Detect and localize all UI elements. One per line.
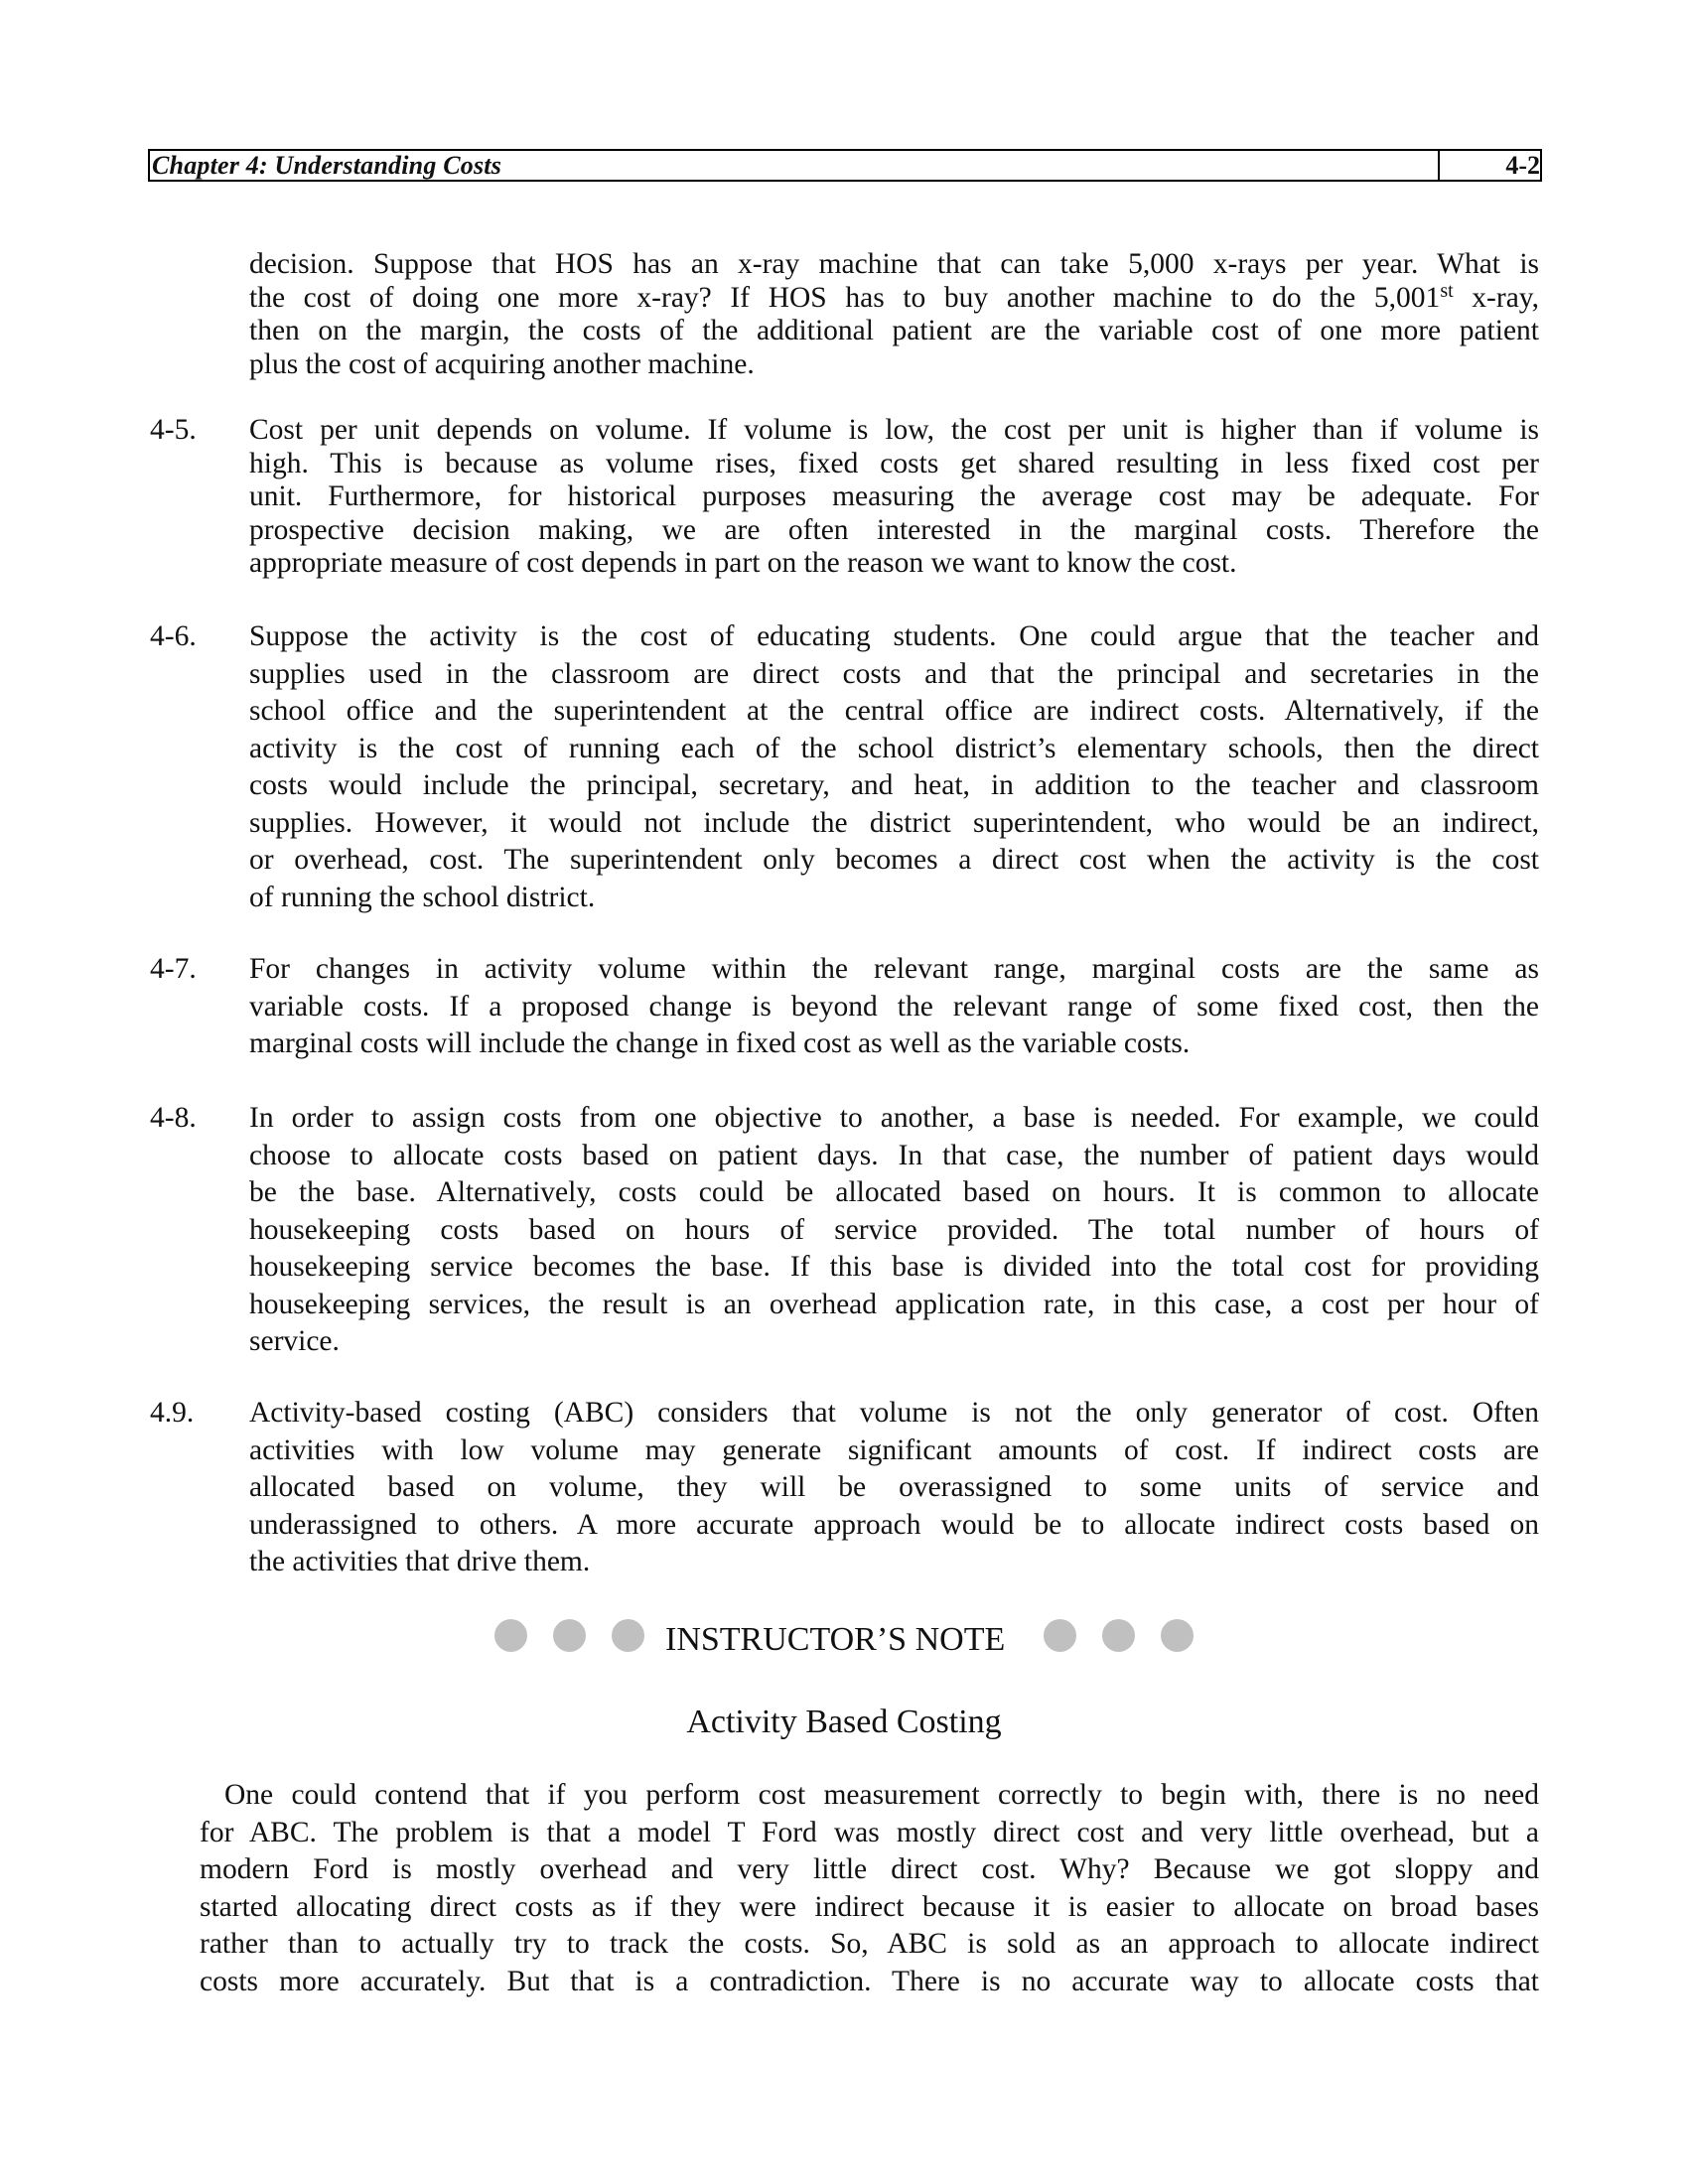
paragraph-line: For changes in activity volume within the relevant range, marginal costs are the same as bbox=[249, 953, 1539, 985]
paragraph-line: started allocating direct costs as if they were indirect because it is easier to allocate on broad bases bbox=[200, 1890, 1539, 1923]
paragraph-line: activity is the cost of running each of the school district’s elementary schools, then the direct bbox=[249, 732, 1539, 764]
paragraph-line: costs more accurately. But that is a contradiction. There is no accurate way to allocate costs that bbox=[200, 1965, 1539, 1997]
paragraph-line: modern Ford is mostly overhead and very little direct cost. Why? Because we got sloppy and bbox=[200, 1853, 1539, 1885]
paragraph-line: Cost per unit depends on volume. If volume is low, the cost per unit is higher than if volume is bbox=[249, 414, 1539, 446]
paragraph-line: housekeeping service becomes the base. If this base is divided into the total cost for providing bbox=[249, 1251, 1539, 1283]
line-text: the cost of doing one more x-ray? If HOS has to buy another machine to do the 5,001 bbox=[249, 281, 1441, 314]
answer-4-5 bbox=[249, 414, 1539, 581]
paragraph-line: marginal costs will include the change in fixed cost as well as the variable costs. bbox=[249, 1027, 1191, 1059]
item-number: 4.9. bbox=[150, 1397, 195, 1429]
answer-4-8 bbox=[249, 1100, 1539, 1361]
item-number: 4-8. bbox=[150, 1102, 197, 1134]
instructors-note-paragraph bbox=[200, 1777, 1539, 2000]
paragraph-line: underassigned to others. A more accurate approach would be to allocate indirect costs based on bbox=[249, 1508, 1539, 1541]
answer-4-6 bbox=[249, 618, 1539, 916]
ordinal-superscript: st bbox=[1440, 279, 1454, 302]
paragraph-line: high. This is because as volume rises, fixed costs get shared resulting in less fixed cost per bbox=[249, 447, 1539, 479]
paragraph-line: school office and the superintendent at the central office are indirect costs. Alternatively, if the bbox=[249, 695, 1539, 727]
running-header bbox=[148, 149, 1542, 182]
paragraph-line: allocated based on volume, they will be overassigned to some units of service and bbox=[249, 1471, 1539, 1503]
paragraph-line: for ABC. The problem is that a model T Ford was mostly direct cost and very little overhead, but a bbox=[200, 1816, 1539, 1848]
instructors-note-title: INSTRUCTOR’S NOTE bbox=[665, 1621, 1006, 1658]
paragraph-line: variable costs. If a proposed change is beyond the relevant range of some fixed cost, then the bbox=[249, 990, 1539, 1023]
paragraph-line: rather than to actually try to track the costs. So, ABC is sold as an approach to allocate indirect bbox=[200, 1928, 1539, 1960]
bullet-dot-icon bbox=[1102, 1619, 1135, 1652]
paragraph-line: prospective decision making, we are often interested in the marginal costs. Therefore the bbox=[249, 513, 1539, 546]
paragraph-line: the activities that drive them. bbox=[249, 1546, 591, 1577]
paragraph-line: activities with low volume may generate significant amounts of cost. If indirect costs are bbox=[249, 1433, 1539, 1466]
paragraph-line: costs would include the principal, secretary, and heat, in addition to the teacher and classroom bbox=[249, 769, 1539, 801]
bullet-dot-icon bbox=[553, 1619, 586, 1652]
paragraph-line: service. bbox=[249, 1325, 340, 1357]
bullet-dot-icon bbox=[494, 1619, 527, 1652]
paragraph-line: unit. Furthermore, for historical purposes measuring the average cost may be adequate. For bbox=[249, 480, 1539, 512]
paragraph-line: plus the cost of acquiring another machine. bbox=[249, 347, 755, 380]
item-number: 4-6. bbox=[150, 620, 197, 652]
paragraph-line: Activity-based costing (ABC) considers that volume is not the only generator of cost. Often bbox=[249, 1397, 1539, 1429]
answer-4-9 bbox=[249, 1395, 1539, 1581]
paragraph-line: then on the margin, the costs of the additional patient are the variable cost of one more patient bbox=[249, 315, 1539, 346]
bullet-dot-icon bbox=[612, 1619, 644, 1652]
paragraph-line: One could contend that if you perform cost measurement correctly to begin with, there is no need bbox=[224, 1779, 1539, 1811]
paragraph-line: housekeeping costs based on hours of service provided. The total number of hours of bbox=[249, 1213, 1539, 1246]
paragraph-line: or overhead, cost. The superintendent only becomes a direct cost when the activity is the cost bbox=[249, 844, 1539, 876]
bullet-dot-icon bbox=[1044, 1619, 1076, 1652]
paragraph-line: decision. Suppose that HOS has an x-ray machine that can take 5,000 x-rays per year. What is bbox=[249, 248, 1539, 280]
paragraph-line: be the base. Alternatively, costs could be allocated based on hours. It is common to allocate bbox=[249, 1176, 1539, 1208]
bullet-dot-icon bbox=[1161, 1619, 1194, 1652]
line-text: x-ray, bbox=[1453, 281, 1540, 314]
chapter-title: Chapter 4: Understanding Costs bbox=[152, 151, 502, 180]
paragraph-line: supplies. However, it would not include the district superintendent, who would be an indirect, bbox=[249, 806, 1539, 839]
answer-4-7 bbox=[249, 951, 1539, 1063]
paragraph-line: supplies used in the classroom are direct costs and that the principal and secretaries in the bbox=[249, 657, 1539, 690]
paragraph-line: appropriate measure of cost depends in part on the reason we want to know the cost. bbox=[249, 547, 1237, 579]
paragraph-line bbox=[249, 279, 1540, 316]
page-number: 4-2 bbox=[1438, 151, 1540, 180]
paragraph-line: In order to assign costs from one objective to another, a base is needed. For example, we could bbox=[249, 1102, 1539, 1134]
paragraph-line: choose to allocate costs based on patient days. In that case, the number of patient days would bbox=[249, 1139, 1539, 1171]
paragraph-line: housekeeping services, the result is an overhead application rate, in this case, a cost per hour of bbox=[249, 1288, 1539, 1320]
item-number: 4-5. bbox=[150, 414, 197, 446]
note-subtitle: Activity Based Costing bbox=[686, 1704, 1002, 1740]
paragraph-line: Suppose the activity is the cost of educating students. One could argue that the teacher and bbox=[249, 620, 1539, 652]
item-number: 4-7. bbox=[150, 953, 197, 985]
instructors-note-banner bbox=[0, 1613, 1688, 1663]
continuation-paragraph bbox=[249, 248, 1539, 381]
paragraph-line: of running the school district. bbox=[249, 881, 596, 913]
